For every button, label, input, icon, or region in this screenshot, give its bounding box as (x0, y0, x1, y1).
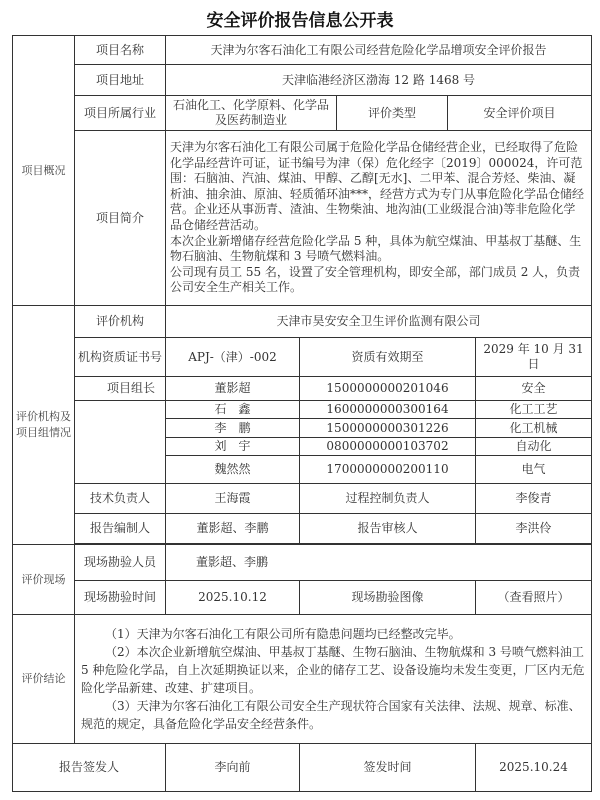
member-specialty: 化工工艺 (476, 401, 592, 419)
intro-text (166, 131, 592, 306)
member-name: 魏然然 (166, 456, 300, 484)
issuer-value: 李向前 (166, 744, 300, 792)
intro-paragraph: 天津为尔客石油化工有限公司属于危险化学品仓储经营企业，已经取得了危险化学品经营许可证，证书编号为津（保）危化经字〔2019〕000024，许可范围：石脑油、汽油、煤油、甲醇、乙醇[无水]、二甲苯、混合芳烃、柴油、凝析油、抽余油、原油、轻质循环油***，经营方式为专门从事危险化学品仓储经营。企业还从事沥青、渣油、生物柴油、地沟油(工业级混合油)等非危险化学品仓储经营活动。 (170, 140, 585, 232)
member-specialty: 自动化 (476, 438, 592, 456)
address-label: 项目地址 (75, 65, 166, 96)
member-cert: 1500000000301226 (300, 419, 476, 438)
row-authors (13, 514, 592, 544)
row-inspection-time (13, 581, 592, 615)
author-label: 报告编制人 (75, 514, 166, 544)
inspectors-label: 现场勘验人员 (75, 545, 166, 581)
row-inspectors (13, 545, 592, 581)
section-agency-label: 评价机构及项目组情况 (13, 306, 75, 545)
row-project-name (13, 36, 592, 65)
member-cert: 1600000000300164 (300, 401, 476, 419)
tech-lead-label: 技术负责人 (75, 484, 166, 514)
cert-label: 机构资质证书号 (75, 338, 166, 377)
row-agency (13, 306, 592, 338)
conclusion-text (75, 615, 592, 744)
member-name: 李 鹏 (166, 419, 300, 438)
section-site-label: 评价现场 (13, 545, 75, 615)
intro-paragraph: 本次企业新增储存经营危险化学品 5 种，具体为航空煤油、甲基叔丁基醚、生物石脑油、生物航煤和 3 号喷气燃料油。 (170, 233, 582, 264)
industry-label: 项目所属行业 (75, 96, 166, 131)
eval-type-label: 评价类型 (337, 96, 448, 131)
reviewer-value: 李洪伶 (476, 514, 592, 544)
row-tech-lead (13, 484, 592, 514)
leader-label: 项目组长 (75, 377, 166, 401)
inspection-image-label: 现场勘验图像 (300, 581, 476, 615)
row-footer (13, 744, 592, 792)
valid-label: 资质有效期至 (300, 338, 476, 377)
member-cert: 1500000000201046 (300, 377, 476, 401)
issuer-label: 报告签发人 (13, 744, 166, 792)
project-name-value: 天津为尔客石油化工有限公司经营危险化学品增项安全评价报告 (166, 36, 592, 65)
issue-date-label: 签发时间 (300, 744, 476, 792)
row-cert (13, 338, 592, 377)
tech-lead-value: 王海霞 (166, 484, 300, 514)
inspection-time-value: 2025.10.12 (166, 581, 300, 615)
member-name: 石 鑫 (166, 401, 300, 419)
conclusion-item: （3）天津为尔客石油化工有限公司安全生产现状符合国家有关法律、法规、规章、标准、规范的规定，具备危险化学品安全经营条件。 (81, 699, 581, 731)
issue-date-value: 2025.10.24 (476, 744, 592, 792)
intro-paragraph: 公司现有员工 55 名，设置了安全管理机构，即安全部，部门成员 2 人，负责公司安全生产相关工作。 (170, 264, 581, 295)
row-intro (13, 131, 592, 306)
project-name-label: 项目名称 (75, 36, 166, 65)
member-row (13, 401, 592, 419)
author-value: 董影超、李鹏 (166, 514, 300, 544)
inspectors-value: 董影超、李鹏 (166, 545, 592, 581)
agency-label: 评价机构 (75, 306, 166, 338)
process-lead-value: 李俊青 (476, 484, 592, 514)
row-address (13, 65, 592, 96)
valid-value: 2029 年 10 月 31 日 (476, 338, 592, 377)
conclusion-item: （1）天津为尔客石油化工有限公司所有隐患问题均已经整改完毕。 (105, 627, 461, 641)
agency-value: 天津市昊安安全卫生评价监测有限公司 (166, 306, 592, 338)
member-name: 刘 宇 (166, 438, 300, 456)
row-industry (13, 96, 592, 131)
info-table (12, 35, 592, 792)
address-value: 天津临港经济区渤海 12 路 1468 号 (166, 65, 592, 96)
section-overview-label: 项目概况 (13, 36, 75, 306)
industry-value: 石油化工、化学原料、化学品及医药制造业 (166, 96, 337, 131)
page-title: 安全评价报告信息公开表 (206, 11, 394, 31)
row-conclusion (13, 615, 592, 744)
reviewer-label: 报告审核人 (300, 514, 476, 544)
conclusion-item: （2）本次企业新增航空煤油、甲基叔丁基醚、生物石脑油、生物航煤和 3 号喷气燃料油工 5 种危险化学品，自上次延期换证以来，企业的储存工艺、设备设施均未发生变更，厂区内无危险化学品新建、改建、扩建项目。 (81, 645, 585, 695)
member-name: 董影超 (166, 377, 300, 401)
member-specialty: 电气 (476, 456, 592, 484)
cert-value: APJ-（津）-002 (166, 338, 300, 377)
view-photos-link[interactable]: （查看照片） (476, 581, 592, 615)
member-specialty: 安全 (476, 377, 592, 401)
intro-label: 项目简介 (75, 131, 166, 306)
eval-type-value: 安全评价项目 (448, 96, 592, 131)
section-conclusion-label: 评价结论 (13, 615, 75, 744)
member-cert: 1700000000200110 (300, 456, 476, 484)
process-lead-label: 过程控制负责人 (300, 484, 476, 514)
member-specialty: 化工机械 (476, 419, 592, 438)
row-leader (13, 377, 592, 401)
member-cert: 0800000000103702 (300, 438, 476, 456)
members-blank (75, 401, 166, 484)
inspection-time-label: 现场勘验时间 (75, 581, 166, 615)
